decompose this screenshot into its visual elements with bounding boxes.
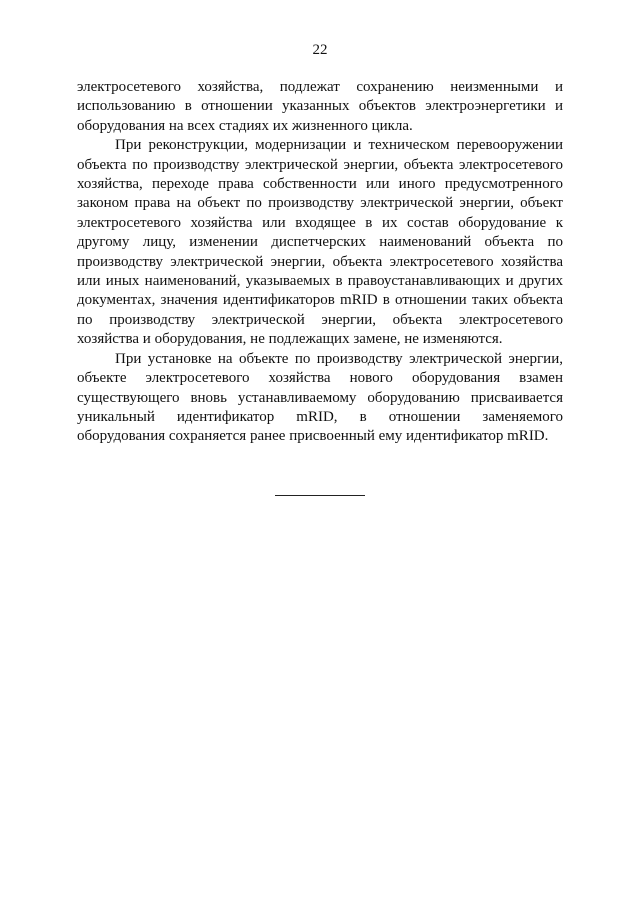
document-body <box>77 78 563 447</box>
paragraph-reconstruction: При реконструкции, модернизации и техническом перевооружении объекта по производству электрической энергии, объекта электросетевого хозяйства, переходе права собственности или иного предусмотренного законом права на объект по производству электрической энергии, объект электросетевого хозяйства или входящее в их состав оборудование к другому лицу, изменении диспетчерских наименований объекта по производству электрической энергии, объекта электросетевого хозяйства или иных наименований, указываемых в правоустанавливающих и других документах, значения идентификаторов mRID в отношении таких объекта по производству электрической энергии, объекта электросетевого хозяйства и оборудования, не подлежащих замене, не изменяются. <box>77 137 563 348</box>
page-number: 22 <box>312 42 328 58</box>
end-of-document-line <box>275 495 365 496</box>
paragraph-equipment-replacement: При установке на объекте по производству электрической энергии, объекте электросетевого хозяйства нового оборудования взамен существующего вновь устанавливаемому оборудованию присваивается уникальный идентификатор mRID, в отношении заменяемого оборудования сохраняется ранее присвоенный ему идентификатор mRID. <box>77 350 563 445</box>
paragraph-continuation: электросетевого хозяйства, подлежат сохранению неизменными и использованию в отношении указанных объектов электроэнергетики и оборудования на всех стадиях их жизненного цикла. <box>77 79 563 134</box>
